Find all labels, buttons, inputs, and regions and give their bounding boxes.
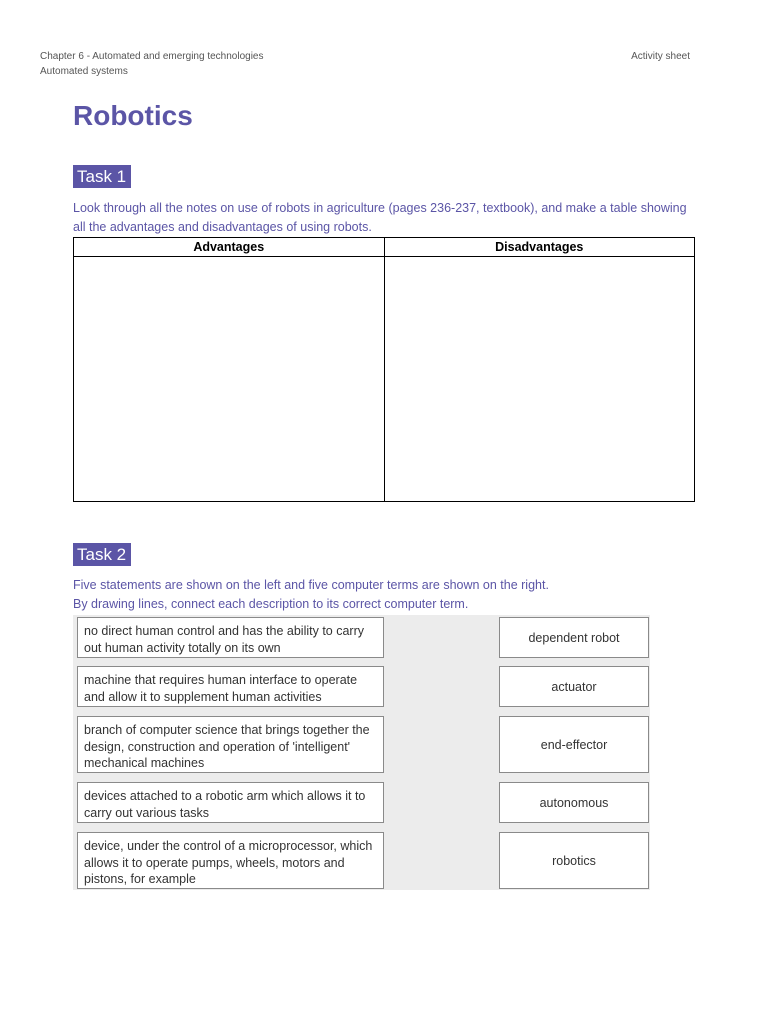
term-3: end-effector [499,716,649,773]
disadvantages-answer-cell[interactable] [384,257,695,502]
task1-label: Task 1 [73,165,131,188]
task2-instructions-line1: Five statements are shown on the left and five computer terms are shown on the right. [73,578,549,592]
statement-3: branch of computer science that brings together the design, construction and operation of 'intelligent' mechanical machines [77,716,384,773]
statement-4: devices attached to a robotic arm which allows it to carry out various tasks [77,782,384,823]
statement-2: machine that requires human interface to operate and allow it to supplement human activities [77,666,384,707]
page-title: Robotics [73,100,193,131]
page-header-left [40,49,263,79]
statement-5: device, under the control of a microprocessor, which allows it to operate pumps, wheels, motors and pistons, for example [77,832,384,889]
chapter-title: Chapter 6 - Automated and emerging technologies [40,51,264,62]
advantages-disadvantages-table [73,237,695,502]
task2-instructions [73,576,693,614]
term-4: autonomous [499,782,649,823]
task2-instructions-line2: By drawing lines, connect each description to its correct computer term. [73,597,469,611]
task2-label: Task 2 [73,543,131,566]
section-title: Automated systems [40,66,128,77]
advantages-answer-cell[interactable] [74,257,385,502]
term-1: dependent robot [499,617,649,658]
matching-exercise [73,615,650,890]
sheet-type-label: Activity sheet [631,51,690,62]
task1-instructions: Look through all the notes on use of robots in agriculture (pages 236-237, textbook), and make a table showing all the advantages and disadvantages of using robots. [73,201,687,234]
term-5: robotics [499,832,649,889]
disadvantages-header: Disadvantages [384,238,695,257]
statement-1: no direct human control and has the ability to carry out human activity totally on its own [77,617,384,658]
term-2: actuator [499,666,649,707]
advantages-header: Advantages [74,238,385,257]
